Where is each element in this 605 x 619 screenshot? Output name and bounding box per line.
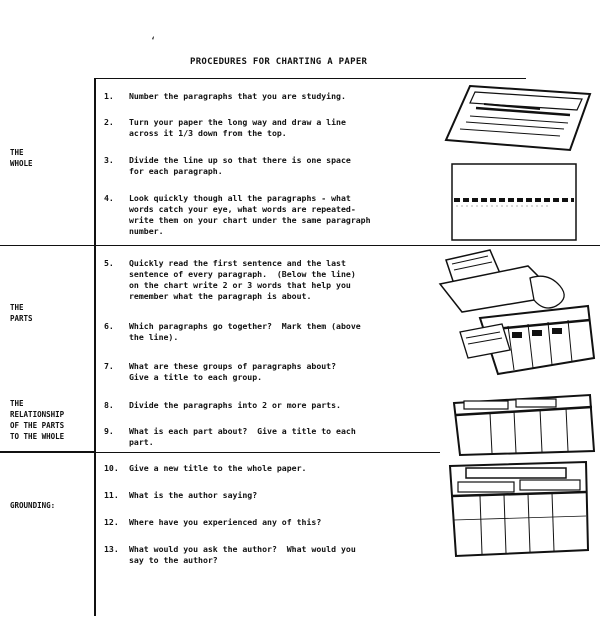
step-number: 9. [104, 426, 114, 436]
step-text: Number the paragraphs that you are studying. [129, 91, 346, 101]
section-label-whole: THE WHOLE [10, 148, 33, 168]
step-text: Divide the line up so that there is one space for each paragraph. [129, 155, 351, 176]
section-divider-whole-parts [0, 245, 600, 246]
step-number: 13. [104, 544, 119, 554]
step-7 [104, 361, 336, 383]
step-number: 3. [104, 155, 114, 165]
scan-speck: ‘ [150, 36, 157, 47]
step-text: Look quickly though all the paragraphs - what words catch your eye, what words are repeated- write them on your chart under the same paragraph number. [129, 193, 371, 236]
step-5 [104, 258, 356, 302]
step-text: Turn your paper the long way and draw a line across it 1/3 down from the top. [129, 117, 346, 138]
step-text: What is the author saying? [129, 490, 258, 500]
section-label-relationship: THE RELATIONSHIP OF THE PARTS TO THE WHOLE [10, 399, 65, 441]
step-8 [104, 400, 341, 411]
step-10 [104, 463, 306, 474]
step-number: 10. [104, 463, 119, 473]
step-1 [104, 91, 346, 102]
step-9 [104, 426, 356, 448]
step-text: Quickly read the first sentence and the last sentence of every paragraph. (Below the line) on the chart write 2 or 3 words that help you remember what the paragraph is about. [129, 258, 356, 301]
step-text: What is each part about? Give a title to each part. [129, 426, 356, 447]
column-divider [94, 78, 96, 616]
step-text: Divide the paragraphs into 2 or more parts. [129, 400, 341, 410]
sketch-complete-chart [446, 460, 592, 558]
step-number: 5. [104, 258, 114, 268]
sketch-divided-line-chart [450, 162, 580, 244]
step-3 [104, 155, 351, 177]
step-text: Where have you experienced any of this? [129, 517, 322, 527]
step-number: 8. [104, 400, 114, 410]
sketch-chart-with-parts [450, 393, 596, 457]
step-number: 1. [104, 91, 114, 101]
step-number: 12. [104, 517, 119, 527]
page-title: PROCEDURES FOR CHARTING A PAPER [190, 57, 368, 67]
top-rule [96, 78, 526, 79]
step-text: Which paragraphs go together? Mark them (above the line). [129, 321, 361, 342]
step-text: Give a new title to the whole paper. [129, 463, 307, 473]
section-label-grounding: GROUNDING: [10, 501, 56, 510]
section-label-parts: THE PARTS [10, 303, 33, 323]
sketch-paper-with-line [440, 82, 600, 154]
step-text: What would you ask the author? What would you say to the author? [129, 544, 356, 565]
step-13 [104, 544, 356, 566]
step-number: 7. [104, 361, 114, 371]
step-6 [104, 321, 361, 343]
sketch-chart-with-paragraphs [438, 248, 598, 388]
step-12 [104, 517, 321, 528]
step-number: 11. [104, 490, 119, 500]
step-number: 6. [104, 321, 114, 331]
section-divider-grounding [0, 452, 440, 453]
step-text: What are these groups of paragraphs about? Give a title to each group. [129, 361, 337, 382]
step-2 [104, 117, 346, 139]
step-11 [104, 490, 257, 501]
step-number: 4. [104, 193, 114, 203]
step-4 [104, 193, 371, 237]
step-number: 2. [104, 117, 114, 127]
